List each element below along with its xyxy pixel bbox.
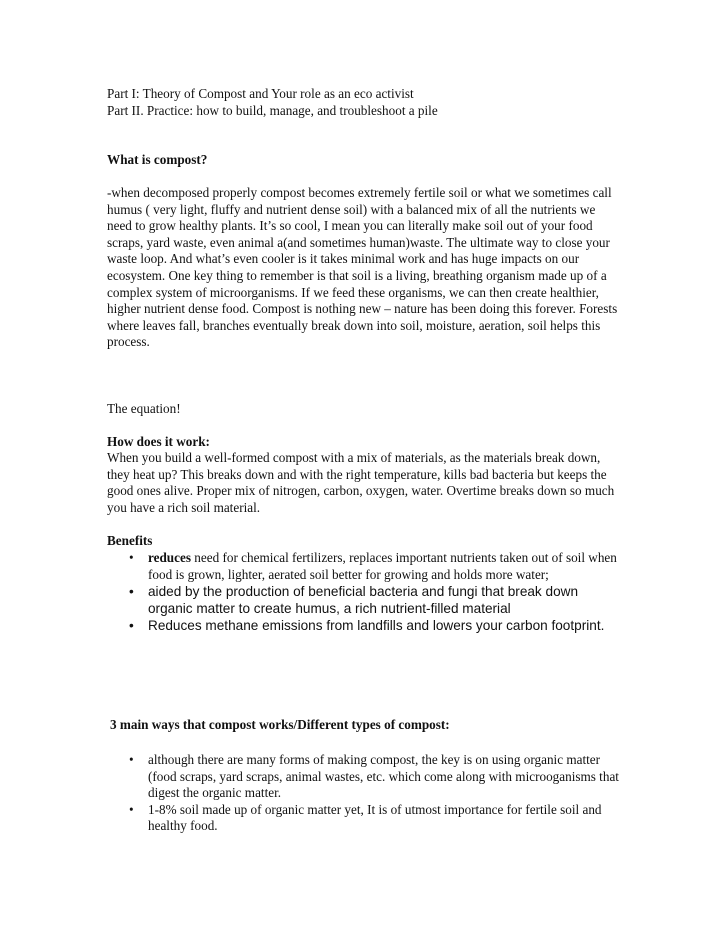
benefit-item-3-text: Reduces methane emissions from landfills and lowers your carbon footprint. xyxy=(148,618,605,634)
document-header xyxy=(107,86,619,119)
bullet-icon: • xyxy=(129,618,134,634)
benefit-item-1-bold: reduces xyxy=(148,550,191,565)
ways-heading: 3 main ways that compost works/Different types of compost: xyxy=(110,717,450,732)
header-line-2: Part II. Practice: how to build, manage, and troubleshoot a pile xyxy=(107,102,438,118)
what-is-compost-paragraph: -when decomposed properly compost becomes extremely fertile soil or what we sometimes call humus ( very light, fluffy and nutrient dense soil) with a balanced mix of all the nutrients we need to grow healthy plants. It’s so cool, I mean you can literally make soil out of your food scraps, yard waste, even animal a(and sometimes human)waste. The ultimate way to close your waste loop. And what’s even cooler is it takes minimal work and has huge impacts on our ecosystem. One key thing to remember is that soil is a living, breathing organism made up of a complex system of microorganisms. If we feed these organisms, we can then create healthier, higher nutrient dense food. Compost is nothing new – nature has been doing this forever. Forests where leaves fall, branches eventually break down into soil, moisture, aeration, soil helps this process. xyxy=(107,185,618,350)
bullet-icon: • xyxy=(129,752,134,767)
ways-list xyxy=(107,752,619,835)
bullet-icon: • xyxy=(129,584,134,600)
what-is-compost-heading: What is compost? xyxy=(107,152,208,167)
how-it-works-paragraph: When you build a well-formed compost with a mix of materials, as the materials break down, they heat up? This breaks down and with the right temperature, kills bad bacteria but keeps the good ones alive. Proper mix of nitrogen, carbon, oxygen, water. Overtime breaks down so much you have a rich soil material. xyxy=(107,450,615,515)
header-line-1: Part I: Theory of Compost and Your role as an eco activist xyxy=(107,86,414,101)
ways-item-1 xyxy=(107,752,619,802)
how-it-works-heading: How does it work: xyxy=(107,434,210,449)
benefit-item-1-text: need for chemical fertilizers, replaces important nutrients taken out of soil when food is grown, lighter, aerated soil better for growing and holds more water; xyxy=(148,550,617,582)
benefit-item-2-text: aided by the production of beneficial bacteria and fungi that break down organic matter to create humus, a rich nutrient-filled material xyxy=(148,584,579,617)
bullet-icon: • xyxy=(129,801,134,817)
benefits-heading: Benefits xyxy=(107,533,153,548)
equation-line: The equation! xyxy=(107,401,181,416)
ways-item-2-text: 1-8% soil made up of organic matter yet, It is of utmost importance for fertile soil and healthy food. xyxy=(148,801,602,834)
benefit-item-2 xyxy=(107,583,619,617)
ways-item-1-text: although there are many forms of making compost, the key is on using organic matter (food scraps, yard scraps, animal wastes, etc. which come along with microoganisms that digest the organic matter. xyxy=(148,752,619,801)
benefit-item-3 xyxy=(107,617,619,634)
bullet-icon: • xyxy=(129,550,134,565)
ways-item-2 xyxy=(107,802,619,835)
benefits-list xyxy=(107,550,619,634)
benefit-item-1 xyxy=(107,550,619,583)
